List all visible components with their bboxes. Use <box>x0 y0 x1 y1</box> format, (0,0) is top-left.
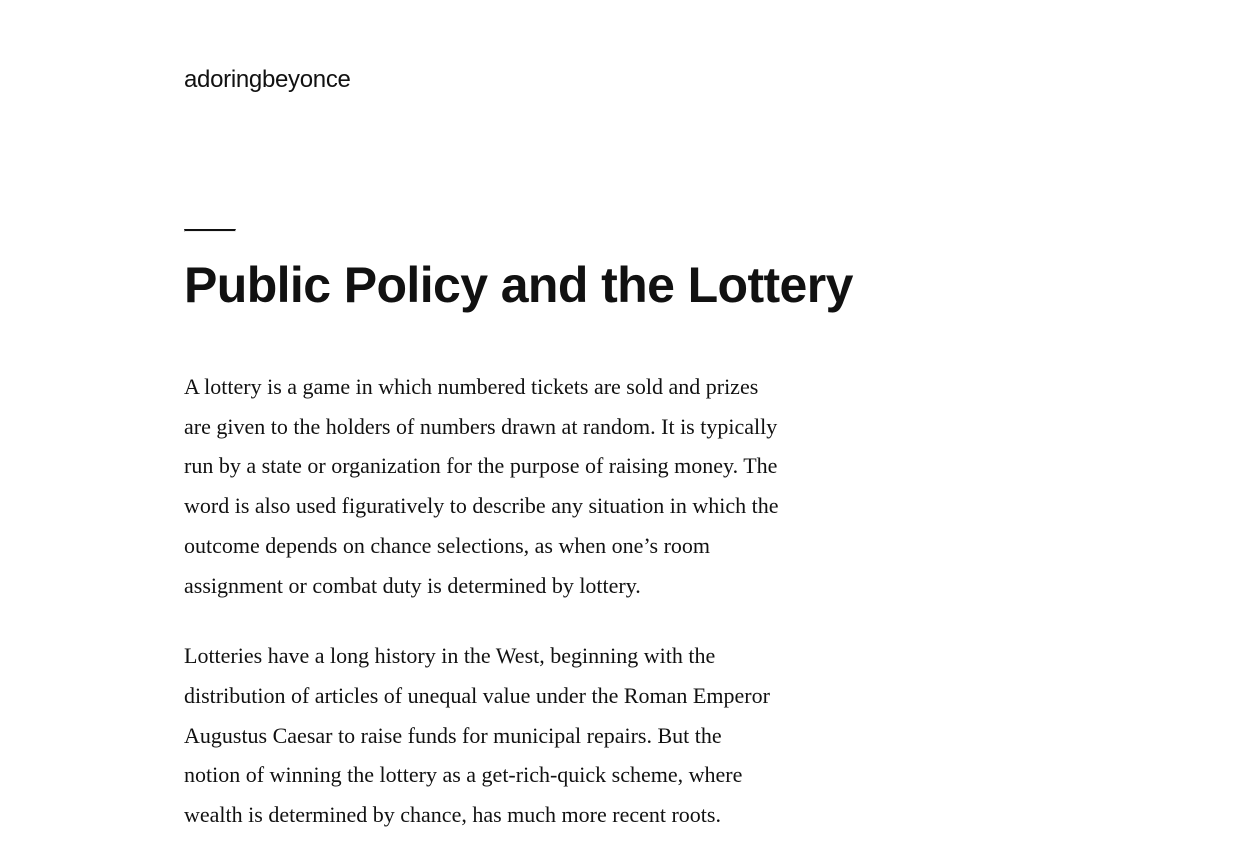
site-title-link[interactable]: adoringbeyonce <box>184 66 351 93</box>
post-title: Public Policy and the Lottery <box>184 257 853 313</box>
title-separator <box>184 229 236 232</box>
post-paragraph-2: Lotteries have a long history in the West, beginning with the distribution of articles of unequal value under the Roman Emperor Augustus Caesar to raise funds for municipal repairs. But the notion of winning the lottery as a get-rich-quick scheme, where wealth is determined by chance, has much more recent roots. <box>184 643 770 828</box>
post-content <box>184 367 780 835</box>
site-header <box>184 64 351 96</box>
post-article <box>184 229 1044 866</box>
post-paragraph-1: A lottery is a game in which numbered tickets are sold and prizes are given to the holders of numbers drawn at random. It is typically run by a state or organization for the purpose of raising money. The word is also used figuratively to describe any situation in which the outcome depends on chance selections, as when one’s room assignment or combat duty is determined by lottery. <box>184 374 779 598</box>
